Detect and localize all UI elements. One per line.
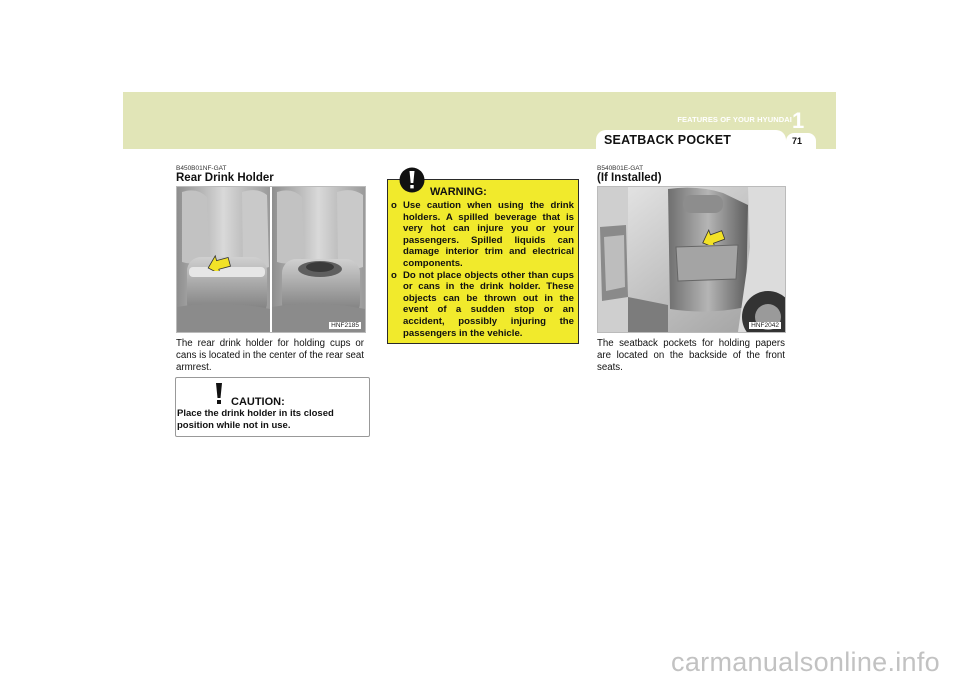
drink-holder-description: The rear drink holder for holding cups or cans is located in the center of the rear seat armrest. xyxy=(176,338,364,374)
warning-bullet: o xyxy=(391,200,397,211)
arrow-icon xyxy=(207,253,231,271)
armrest-illustration xyxy=(177,187,365,332)
warning-bullet: o xyxy=(391,269,397,281)
caution-title: CAUTION: xyxy=(231,396,285,408)
drink-holder-title: Rear Drink Holder xyxy=(176,172,274,184)
drink-holder-code: B450B01NF-GAT xyxy=(176,165,227,172)
drink-holder-photo xyxy=(176,186,366,333)
warning-icon xyxy=(399,167,425,193)
page-number-tab xyxy=(786,133,816,149)
caution-text: Place the drink holder in its closed position while not in use. xyxy=(177,408,334,431)
warning-item-text: Use caution when using the drink holders. A spilled beverage that is very hot can injure you or your passengers. Spilled liquids can damage interior trim and electrical components. xyxy=(403,200,574,269)
seatback-photo xyxy=(597,186,786,333)
chapter-number: 1 xyxy=(792,108,805,133)
seatback-code: B540B01E-GAT xyxy=(597,165,644,172)
arrow-icon xyxy=(701,227,725,245)
seatback-title: (If Installed) xyxy=(597,172,662,184)
section-tab xyxy=(596,130,786,149)
caution-box xyxy=(175,377,370,437)
drink-holder-image-code: HNF2185 xyxy=(331,322,359,329)
warning-title: WARNING: xyxy=(430,186,487,198)
warning-list xyxy=(391,200,574,339)
section-title: SEATBACK POCKET xyxy=(604,133,732,147)
seatback-illustration xyxy=(598,187,785,332)
exclamation-icon xyxy=(212,383,226,405)
chapter-label: FEATURES OF YOUR HYUNDAI xyxy=(677,115,792,124)
warning-item-text: Do not place objects other than cups or cans in the drink holder. These objects can be thrown out in the event of a sudden stop or an accident, possibly injuring the passengers in the vehicle. xyxy=(403,269,574,339)
warning-item xyxy=(391,270,574,340)
seatback-description: The seatback pockets for holding papers are located on the backside of the front seats. xyxy=(597,338,785,374)
seatback-image-code: HNF2042 xyxy=(751,322,779,329)
page-number: 71 xyxy=(792,136,803,146)
warning-item xyxy=(391,200,574,270)
warning-box xyxy=(387,179,579,344)
watermark: carmanualsonline.info xyxy=(671,647,940,677)
